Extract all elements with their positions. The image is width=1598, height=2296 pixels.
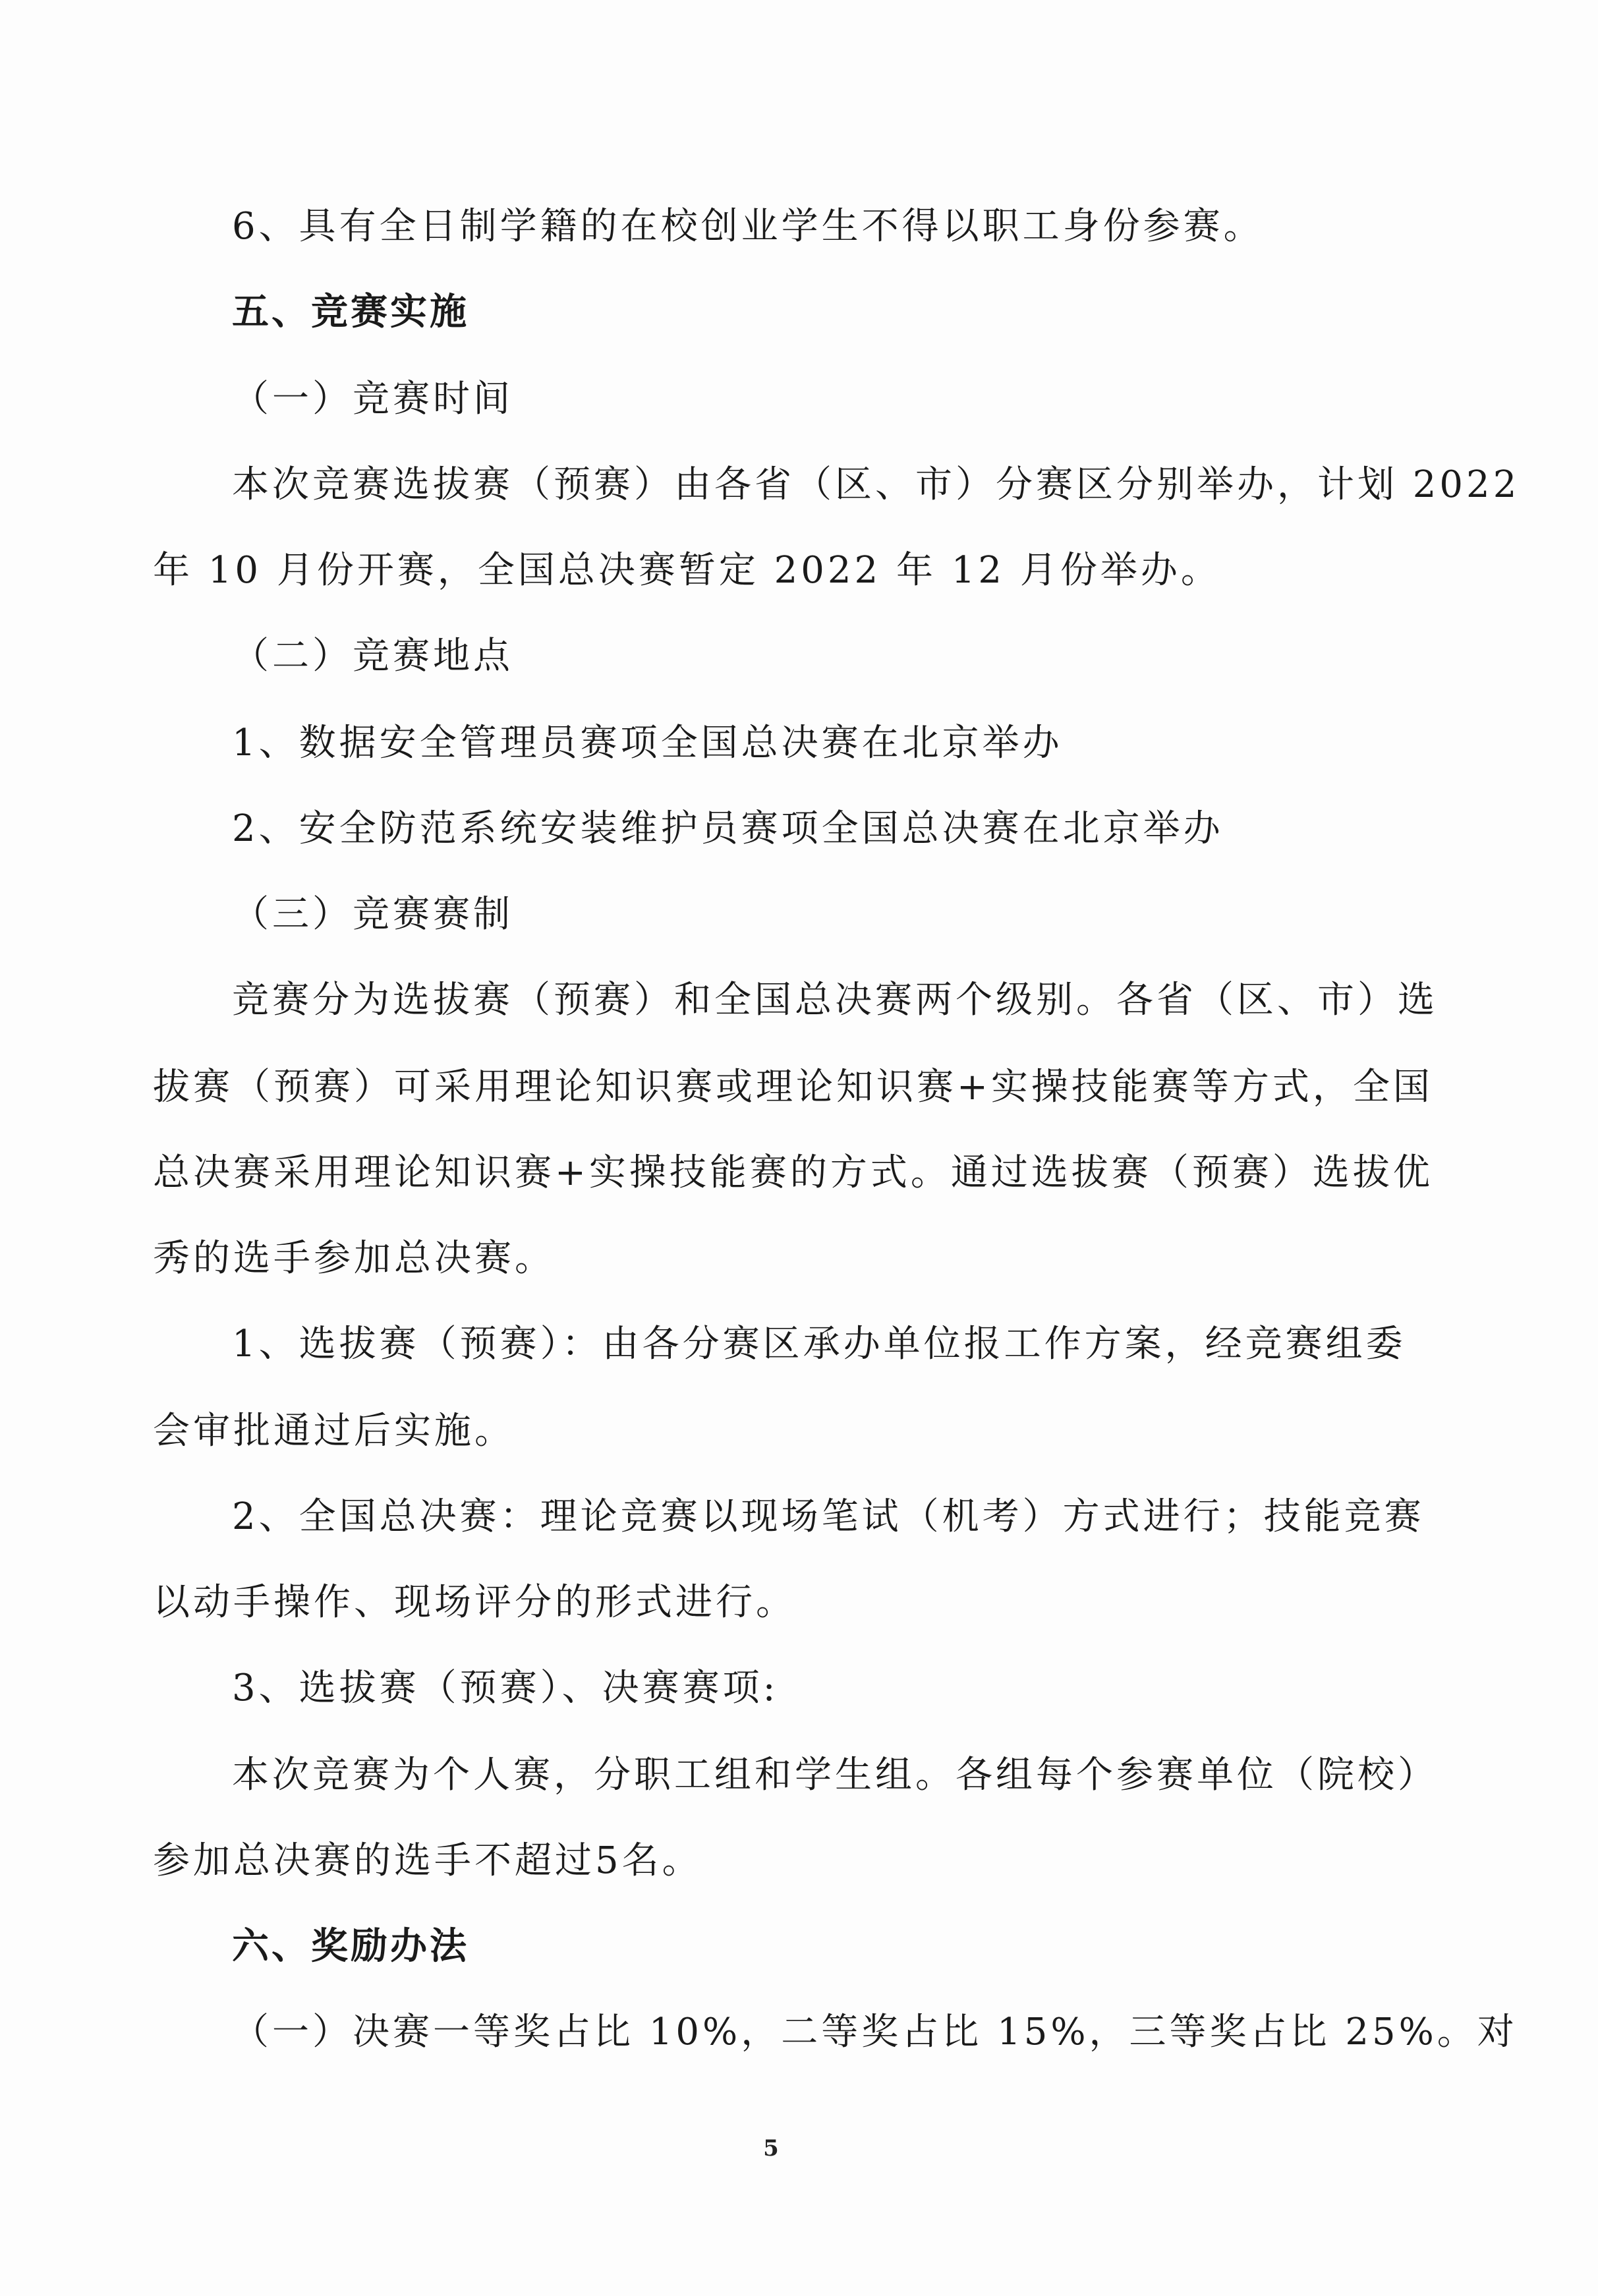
subsection-heading: （三）竞赛赛制 <box>232 893 513 936</box>
list-item: 1、数据安全管理员赛项全国总决赛在北京举办 <box>232 722 1063 764</box>
paragraph-line: 会审批通过后实施。 <box>153 1410 515 1452</box>
subsection-heading: （一）竞赛时间 <box>232 378 513 420</box>
list-item: 2、安全防范系统安装维护员赛项全国总决赛在北京举办 <box>232 807 1224 850</box>
paragraph-line: 本次竞赛选拔赛（预赛）由各省（区、市）分赛区分别举办，计划 2022 <box>232 463 1520 506</box>
paragraph-line: 以动手操作、现场评分的形式进行。 <box>153 1581 796 1624</box>
paragraph-line: 竞赛分为选拔赛（预赛）和全国总决赛两个级别。各省（区、市）选 <box>232 979 1438 1021</box>
list-item: 2、全国总决赛：理论竞赛以现场笔试（机考）方式进行；技能竞赛 <box>232 1495 1425 1538</box>
paragraph-line: 秀的选手参加总决赛。 <box>153 1237 555 1280</box>
paragraph-line: 6、具有全日制学籍的在校创业学生不得以职工身份参赛。 <box>232 205 1264 248</box>
list-item: 1、选拔赛（预赛）：由各分赛区承办单位报工作方案，经竞赛组委 <box>232 1323 1406 1365</box>
paragraph-line: 拔赛（预赛）可采用理论知识赛或理论知识赛+实操技能赛等方式，全国 <box>153 1066 1433 1108</box>
list-item: 3、选拔赛（预赛）、决赛赛项: <box>232 1667 779 1709</box>
paragraph-line: 参加总决赛的选手不超过5名。 <box>153 1839 702 1882</box>
page-number: 5 <box>763 2135 779 2162</box>
paragraph-line: 总决赛采用理论知识赛+实操技能赛的方式。通过选拔赛（预赛）选拔优 <box>153 1151 1433 1194</box>
paragraph-line: 本次竞赛为个人赛，分职工组和学生组。各组每个参赛单位（院校） <box>232 1754 1438 1796</box>
section-heading-five: 五、竞赛实施 <box>232 291 469 333</box>
subsection-heading: （二）竞赛地点 <box>232 635 513 677</box>
paragraph-line: 年 10 月份开赛，全国总决赛暂定 2022 年 12 月份举办。 <box>153 549 1221 592</box>
paragraph-line: （一）决赛一等奖占比 10%，二等奖占比 15%，三等奖占比 25%。对 <box>232 2011 1518 2053</box>
section-heading-six: 六、奖励办法 <box>232 1925 469 1968</box>
